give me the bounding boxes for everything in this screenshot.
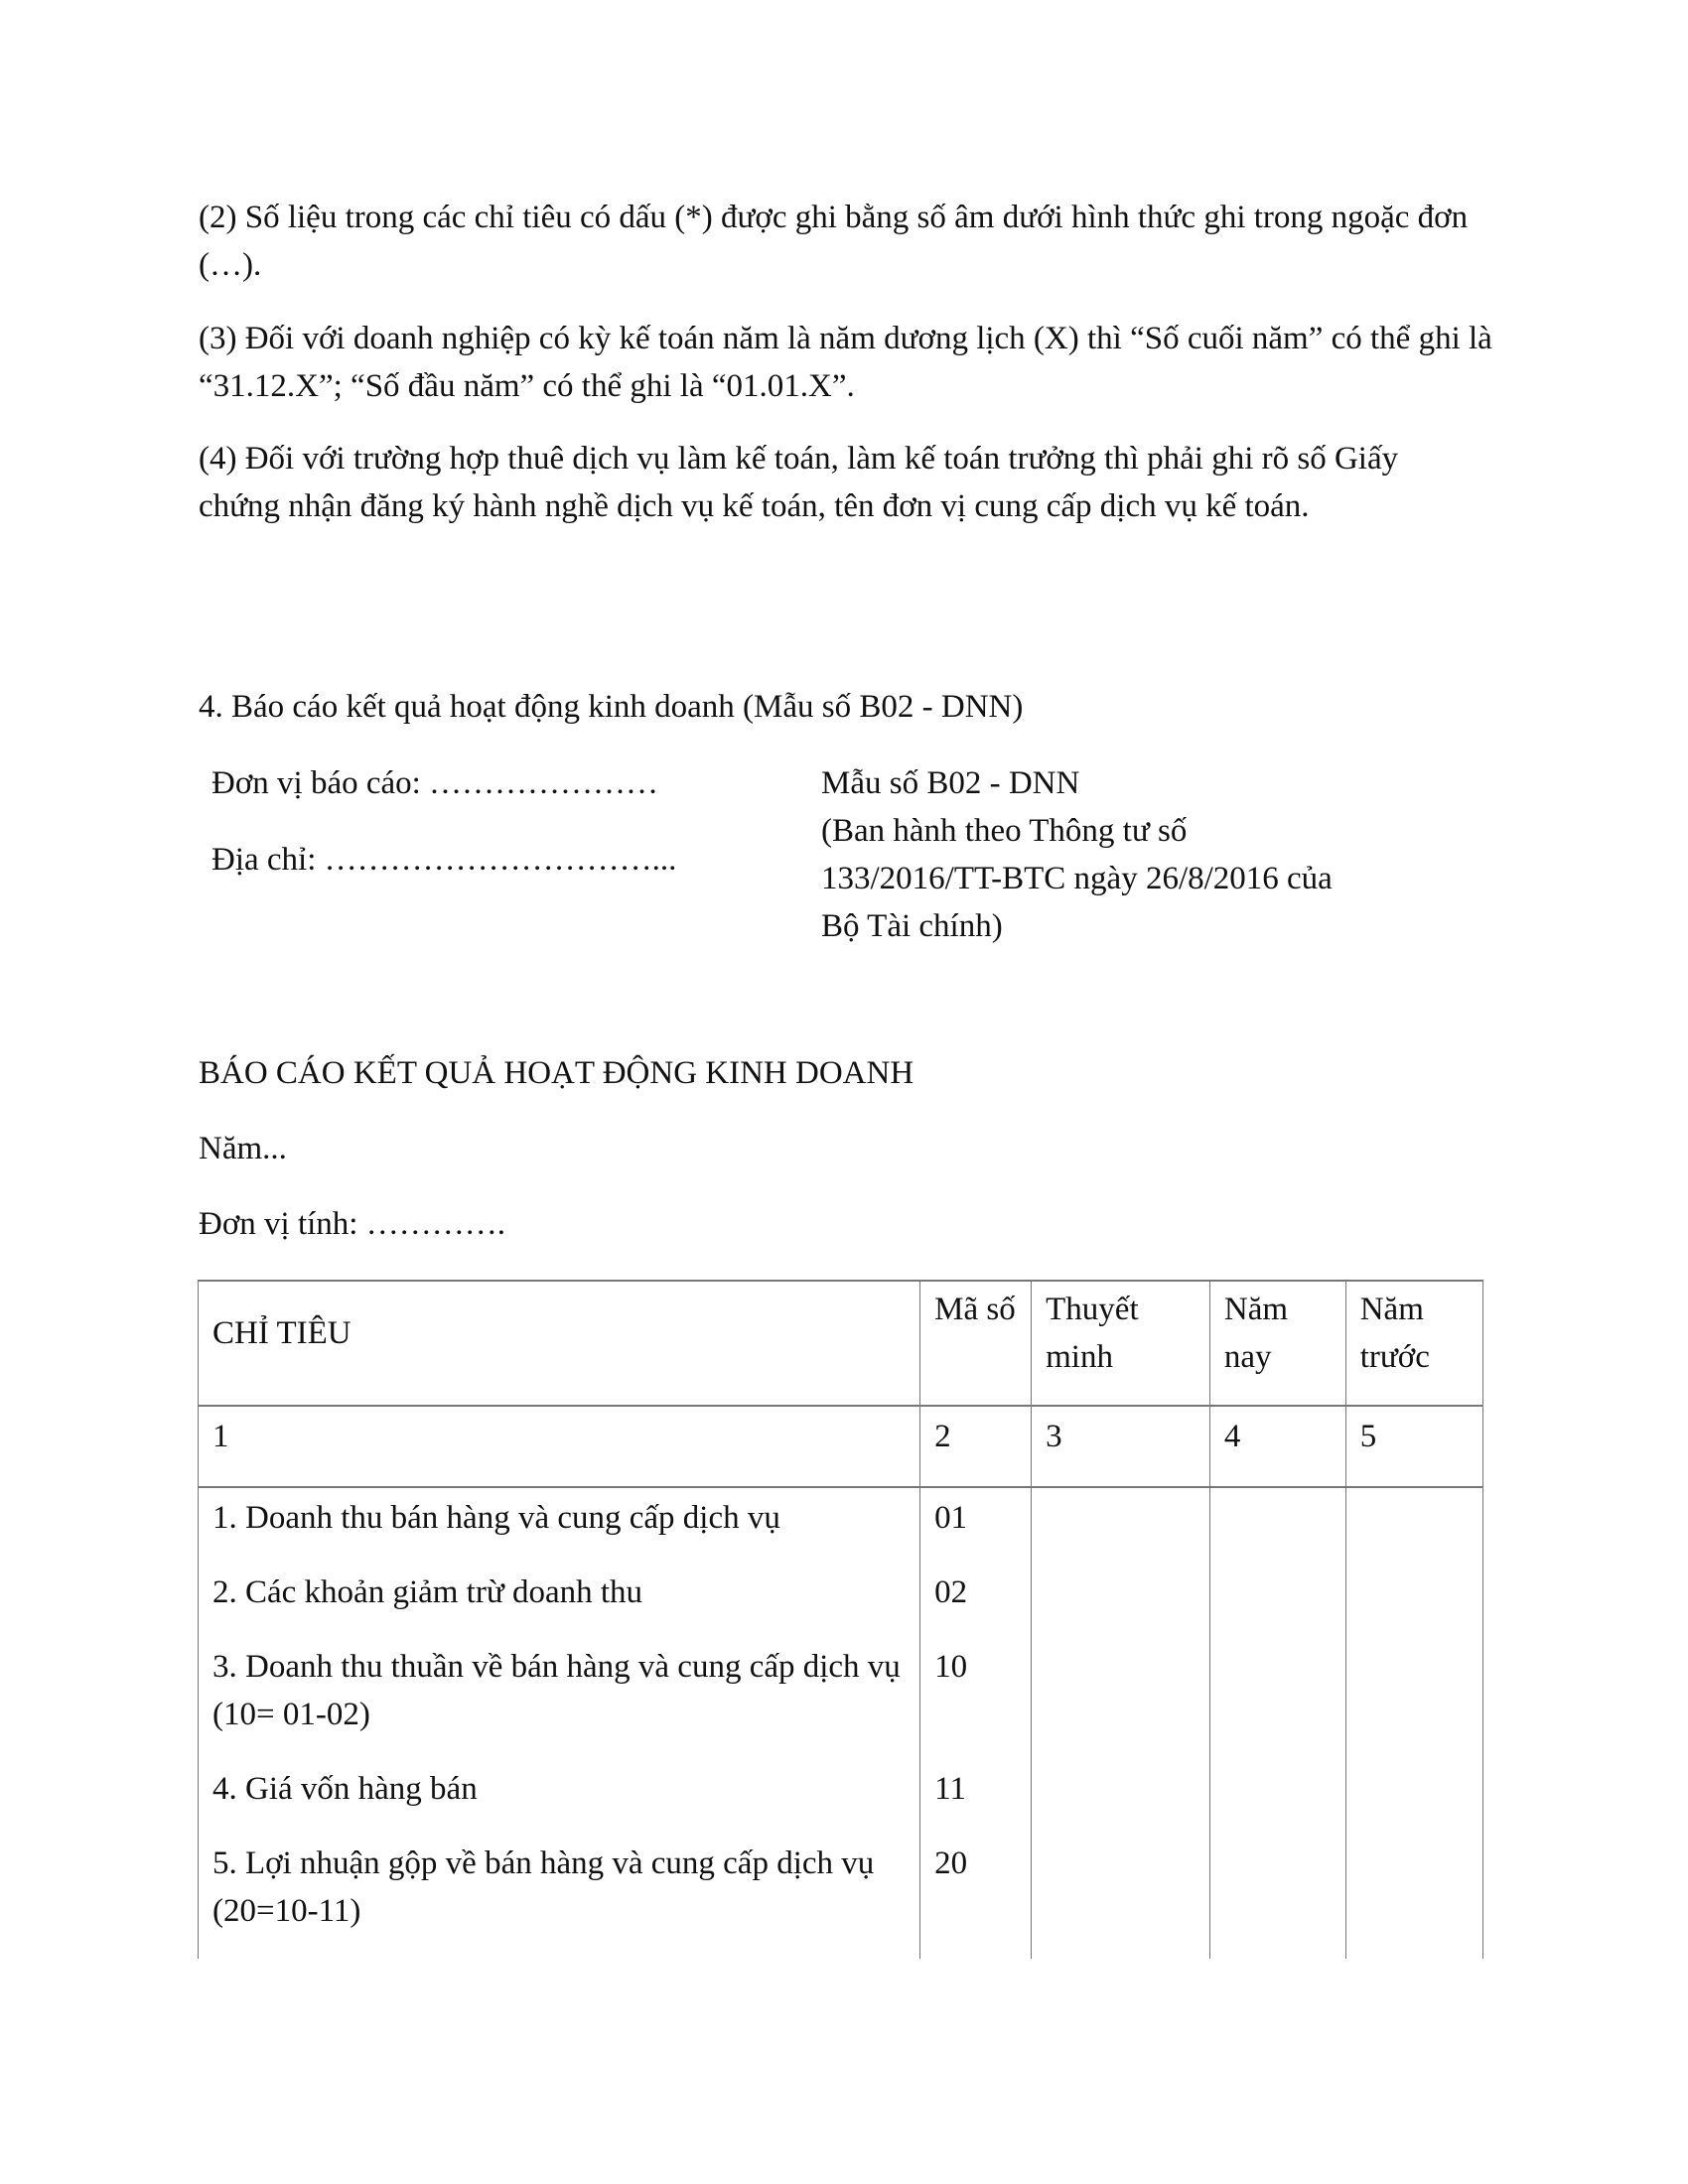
report-title: BÁO CÁO KẾT QUẢ HOẠT ĐỘNG KINH DOANH [199, 1055, 914, 1091]
table-header-row [199, 1281, 1483, 1406]
code-cell [920, 1487, 1032, 1959]
column-number: 3 [1032, 1406, 1210, 1487]
table-row-code: 20 [934, 1845, 968, 1881]
header-last-year: Năm trước [1345, 1281, 1482, 1406]
this-year-cell [1209, 1487, 1345, 1959]
unit-label: Đơn vị tính: …………. [199, 1206, 505, 1242]
table-row-item: 2. Các khoản giảm trừ doanh thu [212, 1574, 643, 1610]
note-4: (4) Đối với trường hợp thuê dịch vụ làm kế toán, làm kế toán trưởng thì phải ghi rõ số Giấy chứng nhận đăng ký hành nghề dịch vụ kế toán, tên đơn vị cung cấp dịch vụ kế toán. [199, 441, 1399, 524]
year-label: Năm... [199, 1131, 287, 1166]
address-field: Địa chỉ: …………………………... [211, 842, 677, 878]
note-3: (3) Đối với doanh nghiệp có kỳ kế toán năm là năm dương lịch (X) thì “Số cuối năm” có thể ghi là “31.12.X”; “Số đầu năm” có thể ghi là “01.01.X”. [199, 321, 1492, 404]
note-2: (2) Số liệu trong các chỉ tiêu có dấu (*) được ghi bằng số âm dưới hình thức ghi trong ngoặc đơn (…). [199, 200, 1469, 283]
table-row-code: 11 [934, 1771, 966, 1807]
table-row-item: 5. Lợi nhuận gộp về bán hàng và cung cấp dịch vụ (20=10-11) [212, 1845, 875, 1929]
column-number: 5 [1345, 1406, 1482, 1487]
table-row-code: 01 [934, 1500, 968, 1536]
indicator-cell [199, 1487, 920, 1959]
table-body-row [199, 1487, 1483, 1959]
table-row-code: 02 [934, 1574, 968, 1610]
column-number: 4 [1209, 1406, 1345, 1487]
income-statement-table [198, 1280, 1483, 1959]
header-this-year: Năm nay [1209, 1281, 1345, 1406]
issuance-line-1: (Ban hành theo Thông tư số [821, 813, 1188, 849]
issuance-line-2: 133/2016/TT-BTC ngày 26/8/2016 của [821, 861, 1333, 896]
issuance-line-3: Bộ Tài chính) [821, 908, 1003, 944]
table-row-item: 3. Doanh thu thuần về bán hàng và cung cấp dịch vụ (10= 01-02) [212, 1649, 901, 1732]
last-year-cell [1345, 1487, 1482, 1959]
table-row-code: 10 [934, 1649, 968, 1685]
header-code: Mã số [920, 1281, 1032, 1406]
column-number: 2 [920, 1406, 1032, 1487]
header-indicator: CHỈ TIÊU [199, 1281, 920, 1406]
section-heading: 4. Báo cáo kết quả hoạt động kinh doanh (Mẫu số B02 - DNN) [199, 689, 1024, 725]
note-cell [1032, 1487, 1210, 1959]
reporting-unit-field: Đơn vị báo cáo: ………………… [211, 765, 659, 801]
table-row-item: 1. Doanh thu bán hàng và cung cấp dịch vụ [212, 1500, 780, 1536]
column-number: 1 [199, 1406, 920, 1487]
column-number-row [199, 1406, 1483, 1487]
form-number: Mẫu số B02 - DNN [821, 765, 1080, 801]
header-note: Thuyết minh [1032, 1281, 1210, 1406]
table-row-item: 4. Giá vốn hàng bán [212, 1771, 478, 1807]
